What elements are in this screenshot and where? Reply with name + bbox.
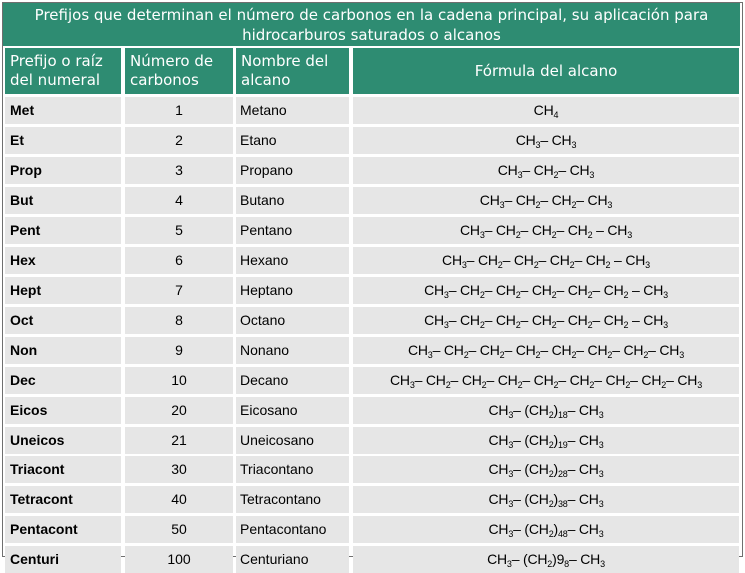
cell-formula — [353, 546, 739, 573]
formula-subscript: 2 — [463, 350, 469, 360]
formula-subscript: 3 — [508, 528, 514, 539]
cell-name: Octano — [236, 307, 349, 334]
formula-subscript: 3 — [663, 290, 668, 300]
formula-subscript: 3 — [627, 230, 632, 240]
formula-subscript: 3 — [443, 320, 449, 330]
formula-subscript: 2 — [587, 290, 593, 300]
formula-text: CH — [515, 132, 536, 148]
cell-name: Uneicosano — [236, 427, 349, 454]
formula-text: CH — [488, 431, 509, 448]
cell-prefix: Et — [5, 127, 121, 154]
formula-subscript: 3 — [508, 469, 514, 480]
formula-subscript: 2 — [661, 380, 667, 390]
cell-carbons: 20 — [125, 397, 233, 424]
formula-text: – CH — [522, 162, 554, 178]
cell-formula — [353, 367, 739, 394]
cell-formula — [353, 337, 739, 364]
formula-subscript: 3 — [443, 290, 449, 300]
cell-carbons: 3 — [125, 157, 233, 184]
formula-subscript: 3 — [461, 260, 467, 270]
cell-prefix: Hept — [5, 277, 121, 304]
formula-text: – (CH — [513, 431, 549, 448]
cell-name: Hexano — [236, 247, 349, 274]
formula-text: CH — [424, 282, 444, 298]
formula-subscript: 2 — [535, 200, 541, 210]
formula-subscript: 19 — [557, 439, 568, 450]
formula-text: – CH — [502, 252, 534, 268]
cell-name: Triacontano — [236, 456, 349, 483]
formula-text: – CH — [484, 312, 516, 328]
cell-carbons: 5 — [125, 217, 233, 244]
formula-subscript: 2 — [548, 528, 554, 539]
cell-formula — [353, 127, 739, 154]
cell-name: Centuriano — [236, 546, 349, 573]
cell-formula — [353, 486, 739, 513]
formula-subscript: 2 — [548, 499, 554, 510]
cell-prefix: Centuri — [5, 546, 121, 573]
formula-text: – CH — [567, 491, 599, 508]
formula-text: – CH — [567, 431, 599, 448]
formula-subscript: 2 — [497, 260, 503, 270]
formula-subscript: 2 — [515, 290, 521, 300]
formula-subscript: 3 — [645, 260, 650, 270]
cell-carbons: 50 — [125, 516, 233, 543]
formula-subscript: 2 — [499, 350, 505, 360]
formula-subscript: 2 — [587, 230, 593, 240]
formula-subscript: 2 — [607, 350, 613, 360]
formula-text: – CH — [520, 222, 552, 238]
formula-text: – CH — [540, 342, 572, 358]
formula-text: ) — [553, 431, 558, 448]
cell-prefix: Oct — [5, 307, 121, 334]
cell-prefix: Non — [5, 337, 121, 364]
formula-subscript: 2 — [587, 320, 593, 330]
formula-text: – CH — [486, 372, 518, 388]
formula-text: – CH — [592, 222, 628, 238]
table-title — [3, 3, 740, 46]
formula-text: – CH — [504, 192, 536, 208]
formula-subscript: 2 — [551, 320, 557, 330]
cell-name: Eicosano — [236, 397, 349, 424]
formula-text: CH — [488, 402, 509, 418]
cell-carbons: 30 — [125, 456, 233, 483]
header-prefix-line-2: del numeral — [10, 71, 101, 89]
header-name — [236, 48, 349, 94]
formula-subscript: 2 — [589, 380, 595, 390]
cell-carbons: 1 — [125, 97, 233, 124]
formula-text: – CH — [576, 192, 608, 208]
title-line-1: Prefijos que determinan el número de carbonos en la cadena principal, su aplicación para — [34, 6, 709, 24]
header-prefix-line-1: Prefijo o raíz — [10, 52, 103, 70]
formula-text: CH — [389, 372, 410, 388]
formula-text: – CH — [522, 372, 554, 388]
formula-text: – CH — [576, 342, 608, 358]
cell-carbons: 6 — [125, 247, 233, 274]
formula-subscript: 3 — [499, 200, 505, 210]
formula-subscript: 2 — [548, 469, 554, 480]
formula-subscript: 3 — [508, 439, 514, 450]
formula-subscript: 3 — [589, 170, 595, 180]
formula-subscript: 38 — [557, 499, 568, 510]
formula-text: – CH — [666, 372, 698, 388]
formula-text: – CH — [556, 312, 588, 328]
formula-text: ) — [553, 461, 558, 478]
formula-text: CH — [424, 312, 444, 328]
formula-text: – CH — [648, 342, 680, 358]
cell-prefix: Met — [5, 97, 121, 124]
cell-prefix: Uneicos — [5, 427, 121, 454]
cell-formula — [353, 307, 739, 334]
formula-subscript: 2 — [643, 350, 649, 360]
formula-subscript: 2 — [571, 350, 577, 360]
formula-text: – CH — [520, 282, 552, 298]
formula-text: – (CH — [511, 550, 548, 567]
formula-text: CH — [497, 162, 518, 178]
header-prefix — [5, 48, 121, 94]
formula-text: – CH — [466, 252, 498, 268]
formula-subscript: 2 — [517, 380, 523, 390]
formula-text: – CH — [574, 252, 606, 268]
formula-text: – CH — [484, 282, 516, 298]
cell-formula — [353, 247, 739, 274]
cell-name: Butano — [236, 187, 349, 214]
formula-text: – CH — [630, 372, 662, 388]
formula-text: – CH — [540, 192, 572, 208]
formula-subscript: 4 — [553, 110, 559, 120]
formula-subscript: 48 — [557, 528, 568, 539]
cell-name: Heptano — [236, 277, 349, 304]
formula-subscript: 3 — [479, 230, 485, 240]
cell-formula — [353, 187, 739, 214]
header-formula — [353, 48, 739, 94]
formula-text: – CH — [592, 282, 624, 298]
formula-text: – CH — [432, 342, 464, 358]
formula-text: ) — [553, 520, 558, 537]
formula-subscript: 2 — [548, 410, 554, 420]
header-carbons-line-2: carbonos — [130, 71, 199, 89]
cell-prefix: Prop — [5, 157, 121, 184]
formula-text: – CH — [592, 312, 624, 328]
formula-subscript: 3 — [571, 140, 577, 150]
cell-carbons: 40 — [125, 486, 233, 513]
formula-subscript: 2 — [571, 200, 577, 210]
formula-subscript: 2 — [533, 260, 539, 270]
formula-subscript: 2 — [551, 290, 557, 300]
cell-carbons: 100 — [125, 546, 233, 573]
cell-carbons: 8 — [125, 307, 233, 334]
formula-text: – CH — [612, 342, 644, 358]
formula-text: ) — [553, 402, 558, 418]
formula-subscript: 28 — [557, 469, 568, 480]
formula-subscript: 2 — [625, 380, 631, 390]
formula-text: CH — [479, 192, 500, 208]
formula-subscript: 3 — [598, 528, 604, 539]
formula-text: – CH — [448, 282, 480, 298]
header-formula-label: Fórmula del alcano — [474, 62, 618, 80]
cell-prefix: Triacont — [5, 456, 121, 483]
cell-prefix: Dec — [5, 367, 121, 394]
formula-subscript: 2 — [515, 320, 521, 330]
formula-subscript: 3 — [607, 200, 613, 210]
formula-text: – CH — [450, 372, 482, 388]
cell-formula — [353, 456, 739, 483]
formula-text: – CH — [504, 342, 536, 358]
cell-prefix: Pentacont — [5, 516, 121, 543]
formula-subscript: 3 — [508, 410, 514, 420]
formula-subscript: 3 — [409, 380, 415, 390]
formula-text: – CH — [538, 252, 570, 268]
formula-subscript: 3 — [600, 558, 605, 569]
cell-prefix: Tetracont — [5, 486, 121, 513]
formula-subscript: 2 — [569, 260, 575, 270]
formula-text: – CH — [540, 132, 572, 148]
cell-formula — [353, 97, 739, 124]
cell-name: Propano — [236, 157, 349, 184]
formula-text: – CH — [520, 312, 552, 328]
formula-subscript: 3 — [598, 469, 604, 480]
cell-formula — [353, 277, 739, 304]
cell-carbons: 2 — [125, 127, 233, 154]
formula-subscript: 2 — [551, 230, 557, 240]
header-name-line-1: Nombre del — [241, 52, 329, 70]
formula-subscript: 2 — [605, 260, 611, 270]
header-carbons — [125, 48, 233, 94]
formula-subscript: 3 — [663, 320, 668, 330]
formula-text: – CH — [568, 550, 601, 567]
cell-prefix: But — [5, 187, 121, 214]
formula-text: CH — [459, 222, 480, 238]
cell-formula — [353, 157, 739, 184]
formula-subscript: 2 — [623, 320, 629, 330]
cell-name: Nonano — [236, 337, 349, 364]
formula-subscript: 3 — [598, 439, 604, 450]
formula-text: – CH — [414, 372, 446, 388]
formula-subscript: 3 — [598, 499, 604, 510]
formula-text: – (CH — [513, 491, 549, 508]
formula-subscript: 3 — [508, 499, 514, 510]
formula-text: CH — [442, 252, 462, 268]
formula-text: – (CH — [513, 461, 549, 478]
cell-formula — [353, 397, 739, 424]
formula-text: CH — [487, 550, 507, 567]
cell-name: Pentano — [236, 217, 349, 244]
formula-text: – CH — [558, 162, 590, 178]
formula-text: CH — [488, 461, 509, 478]
cell-carbons: 4 — [125, 187, 233, 214]
cell-name: Tetracontano — [236, 486, 349, 513]
cell-carbons: 21 — [125, 427, 233, 454]
formula-subscript: 2 — [481, 380, 487, 390]
cell-prefix: Hex — [5, 247, 121, 274]
cell-carbons: 9 — [125, 337, 233, 364]
formula-subscript: 3 — [535, 140, 541, 150]
formula-subscript: 3 — [679, 350, 685, 360]
formula-text: – CH — [594, 372, 626, 388]
formula-text: – CH — [556, 222, 588, 238]
formula-text: – CH — [484, 222, 516, 238]
formula-text: )9 — [552, 550, 565, 567]
formula-subscript: 2 — [515, 230, 521, 240]
cell-formula — [353, 427, 739, 454]
cell-formula — [353, 516, 739, 543]
formula-subscript: 3 — [697, 380, 702, 390]
cell-name: Decano — [236, 367, 349, 394]
formula-text: – (CH — [513, 520, 549, 537]
cell-prefix: Pent — [5, 217, 121, 244]
formula-subscript: 18 — [557, 410, 568, 420]
formula-text: – (CH — [513, 402, 549, 418]
formula-text: – CH — [567, 402, 599, 418]
formula-text: – CH — [610, 252, 646, 268]
formula-subscript: 8 — [564, 558, 569, 569]
formula-subscript: 2 — [479, 320, 485, 330]
header-carbons-line-1: Número de — [130, 52, 214, 70]
formula-subscript: 2 — [445, 380, 451, 390]
formula-text: – CH — [448, 312, 480, 328]
formula-text: – CH — [558, 372, 590, 388]
formula-subscript: 2 — [479, 290, 485, 300]
formula-text: CH — [488, 491, 509, 508]
header-name-line-2: alcano — [241, 71, 291, 89]
title-line-2: hidrocarburos saturados o alcanos — [242, 26, 501, 44]
formula-subscript: 3 — [517, 170, 523, 180]
cell-prefix: Eicos — [5, 397, 121, 424]
formula-text: – CH — [628, 312, 664, 328]
formula-text: – CH — [628, 282, 664, 298]
formula-subscript: 2 — [547, 558, 553, 569]
formula-subscript: 2 — [553, 170, 559, 180]
formula-subscript: 2 — [553, 380, 559, 390]
formula-subscript: 2 — [548, 439, 554, 450]
formula-text: CH — [533, 102, 554, 118]
cell-name: Etano — [236, 127, 349, 154]
cell-name: Pentacontano — [236, 516, 349, 543]
formula-subscript: 2 — [535, 350, 541, 360]
formula-subscript: 3 — [598, 410, 604, 420]
formula-subscript: 2 — [623, 290, 629, 300]
cell-carbons: 10 — [125, 367, 233, 394]
formula-subscript: 3 — [427, 350, 433, 360]
formula-text: ) — [553, 491, 558, 508]
formula-text: CH — [488, 520, 509, 537]
formula-text: – CH — [556, 282, 588, 298]
formula-text: – CH — [567, 520, 599, 537]
cell-carbons: 7 — [125, 277, 233, 304]
formula-text: – CH — [468, 342, 500, 358]
cell-formula — [353, 217, 739, 244]
formula-text: CH — [407, 342, 428, 358]
cell-name: Metano — [236, 97, 349, 124]
formula-subscript: 3 — [506, 558, 512, 569]
formula-text: – CH — [567, 461, 599, 478]
